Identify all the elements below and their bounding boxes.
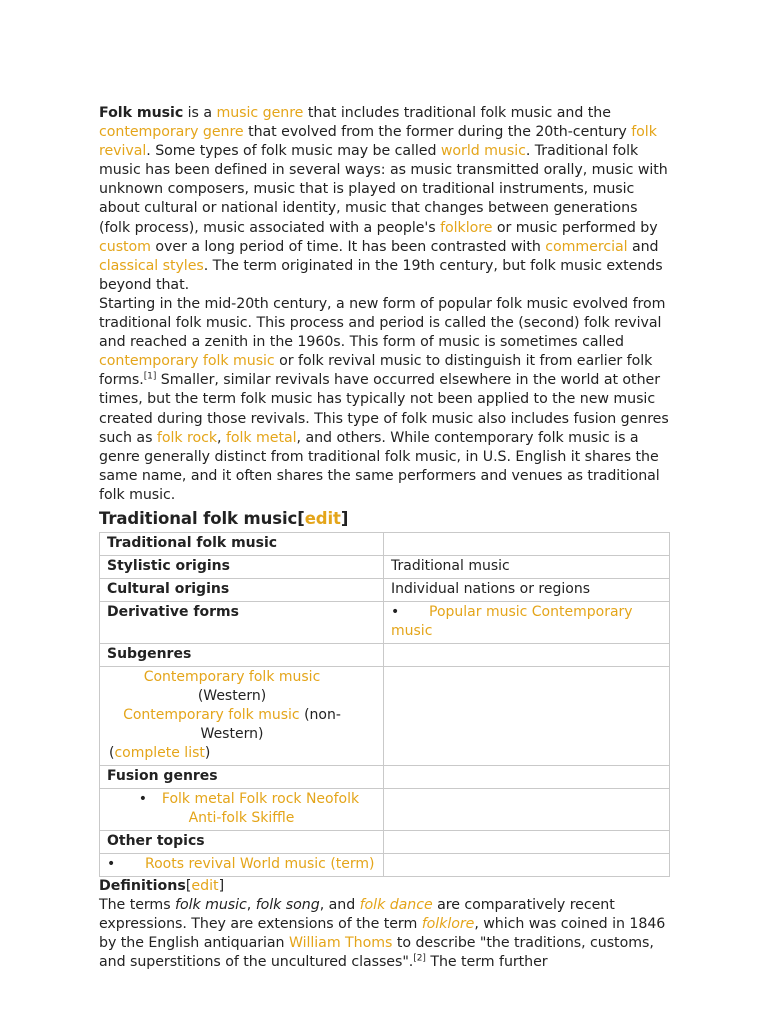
link-custom[interactable]: custom bbox=[99, 238, 151, 255]
text: (non-Western) bbox=[200, 706, 341, 742]
text: The terms bbox=[99, 896, 175, 913]
link-complete-list[interactable]: complete list bbox=[114, 744, 205, 761]
infobox-row bbox=[100, 765, 670, 788]
definitions-paragraph bbox=[99, 896, 671, 972]
term-folk-song: folk song bbox=[255, 896, 320, 913]
term-folk-music: folk music bbox=[175, 896, 247, 913]
empty-cell bbox=[384, 666, 670, 765]
label-cultural-origins: Cultural origins bbox=[100, 578, 384, 601]
bracket: ) bbox=[204, 744, 211, 761]
link-fusion-genres[interactable]: Folk metal Folk rock Neofolk Anti-folk Skiffle bbox=[161, 790, 360, 826]
link-folklore-term[interactable] bbox=[422, 916, 475, 932]
text: to describe "the traditions, customs, and superstitions of the uncultured classes". bbox=[99, 935, 654, 971]
text: is a bbox=[183, 105, 217, 121]
section-title: Traditional folk music bbox=[99, 508, 298, 528]
article-term: Folk music bbox=[99, 105, 184, 121]
section-heading bbox=[99, 508, 671, 530]
infobox-row bbox=[100, 830, 670, 853]
link-folk-rock[interactable]: folk rock bbox=[156, 429, 218, 446]
label-other-topics: Other topics bbox=[100, 830, 384, 853]
link-world-music[interactable]: world music bbox=[440, 143, 526, 160]
text: . Traditional folk music has been defined in several ways: as music transmitted orally, music with unknown composers, music that is played on traditional instruments, music about cultural or national identity, music that changes between generations (folk process), music associated with a people's bbox=[99, 143, 668, 236]
bracket: ] bbox=[340, 508, 349, 528]
text: over a long period of time. It has been contrasted with bbox=[150, 238, 546, 255]
text: , and bbox=[319, 896, 360, 913]
text: are comparatively recent expressions. They are extensions of the term bbox=[99, 896, 615, 933]
term-folk-dance: folk dance bbox=[359, 896, 433, 913]
definitions-heading bbox=[99, 877, 671, 896]
infobox-title-row bbox=[100, 532, 670, 555]
empty-cell bbox=[384, 853, 670, 876]
empty-cell bbox=[384, 830, 670, 853]
link-contemporary-folk-western[interactable]: Contemporary folk music bbox=[143, 668, 321, 685]
text: (Western) bbox=[197, 687, 267, 704]
value-subgenres bbox=[100, 666, 384, 765]
empty-cell bbox=[384, 643, 670, 666]
bracket: ( bbox=[109, 744, 115, 761]
link-folklore[interactable]: folklore bbox=[440, 219, 493, 236]
infobox-row bbox=[100, 555, 670, 578]
definitions-title: Definitions bbox=[99, 877, 186, 894]
link-folk-revival[interactable]: folk revival bbox=[99, 124, 657, 160]
link-music-genre[interactable]: music genre bbox=[216, 105, 304, 121]
value-derivative-forms bbox=[384, 601, 670, 643]
bullet: • bbox=[391, 603, 400, 620]
infobox-row bbox=[100, 853, 670, 876]
link-other-topics[interactable]: Roots revival World music (term) bbox=[145, 855, 375, 872]
text: that evolved from the former during the 20th-century bbox=[243, 124, 632, 141]
link-folk-dance[interactable] bbox=[360, 897, 433, 913]
text: or folk revival music to distinguish it from earlier folk forms. bbox=[99, 353, 653, 389]
edit-link[interactable]: edit bbox=[304, 508, 341, 528]
bullet: • bbox=[107, 855, 116, 872]
text: and bbox=[627, 238, 659, 255]
text: , which was coined in 1846 by the English antiquarian bbox=[99, 916, 666, 952]
infobox-row bbox=[100, 601, 670, 643]
value-other-topics bbox=[100, 853, 384, 876]
value-cultural-origins: Individual nations or regions bbox=[384, 578, 670, 601]
text: The term further bbox=[425, 954, 548, 971]
text: . The term originated in the 19th century, but folk music extends beyond that. bbox=[99, 257, 663, 293]
text: , bbox=[246, 896, 256, 913]
text: that includes traditional folk music and the bbox=[303, 105, 611, 121]
label-subgenres: Subgenres bbox=[100, 643, 384, 666]
bullet: • bbox=[138, 790, 148, 807]
empty-cell bbox=[384, 765, 670, 788]
bracket: ] bbox=[218, 877, 225, 894]
link-william-thoms[interactable]: William Thoms bbox=[288, 935, 393, 952]
bracket: [ bbox=[297, 508, 305, 528]
text: Smaller, similar revivals have occurred elsewhere in the world at other times, but the term folk music has typically not been applied to the new music created during those revivals. This type of folk music also includes fusion genres such as bbox=[99, 372, 669, 446]
infobox-title: Traditional folk music bbox=[100, 532, 384, 555]
link-contemporary-genre[interactable]: contemporary genre bbox=[99, 124, 244, 141]
link-commercial[interactable]: commercial bbox=[545, 238, 628, 255]
infobox-row bbox=[100, 578, 670, 601]
reference-2[interactable]: [2] bbox=[413, 953, 426, 964]
text: or music performed by bbox=[492, 219, 658, 236]
link-contemporary-folk-non-western[interactable]: Contemporary folk music bbox=[123, 706, 300, 723]
text: . Some types of folk music may be called bbox=[146, 143, 441, 160]
infobox-row bbox=[100, 788, 670, 830]
infobox-row bbox=[100, 643, 670, 666]
value-stylistic-origins: Traditional music bbox=[384, 555, 670, 578]
link-classical-styles[interactable]: classical styles bbox=[99, 257, 204, 274]
label-stylistic-origins: Stylistic origins bbox=[100, 555, 384, 578]
infobox-row bbox=[100, 666, 670, 765]
intro-paragraph bbox=[99, 104, 671, 295]
empty-cell bbox=[384, 532, 670, 555]
text: , and others. While contemporary folk music is a genre generally distinct from traditional folk music, in U.S. English it shares the same name, and it often shares the same performers and venues as traditional folk music. bbox=[99, 429, 660, 503]
empty-cell bbox=[384, 788, 670, 830]
value-fusion-genres bbox=[100, 788, 384, 830]
revival-paragraph bbox=[99, 295, 671, 505]
text: , bbox=[217, 429, 226, 446]
infobox-table bbox=[99, 532, 670, 877]
term-folklore: folklore bbox=[421, 916, 475, 933]
link-folk-metal[interactable]: folk metal bbox=[225, 429, 297, 446]
article-body bbox=[99, 104, 671, 972]
link-derivative-forms[interactable]: Popular music Contemporary music bbox=[391, 603, 633, 639]
label-derivative-forms: Derivative forms bbox=[100, 601, 384, 643]
reference-1[interactable]: [1] bbox=[143, 371, 157, 382]
bracket: [ bbox=[185, 877, 192, 894]
text: Starting in the mid-20th century, a new form of popular folk music evolved from traditional folk music. This process and period is called the (second) folk revival and reached a zenith in the 1960s. This form of music is sometimes called bbox=[99, 295, 666, 351]
link-contemporary-folk-music[interactable]: contemporary folk music bbox=[99, 353, 275, 370]
label-fusion-genres: Fusion genres bbox=[100, 765, 384, 788]
edit-link[interactable]: edit bbox=[191, 877, 219, 894]
